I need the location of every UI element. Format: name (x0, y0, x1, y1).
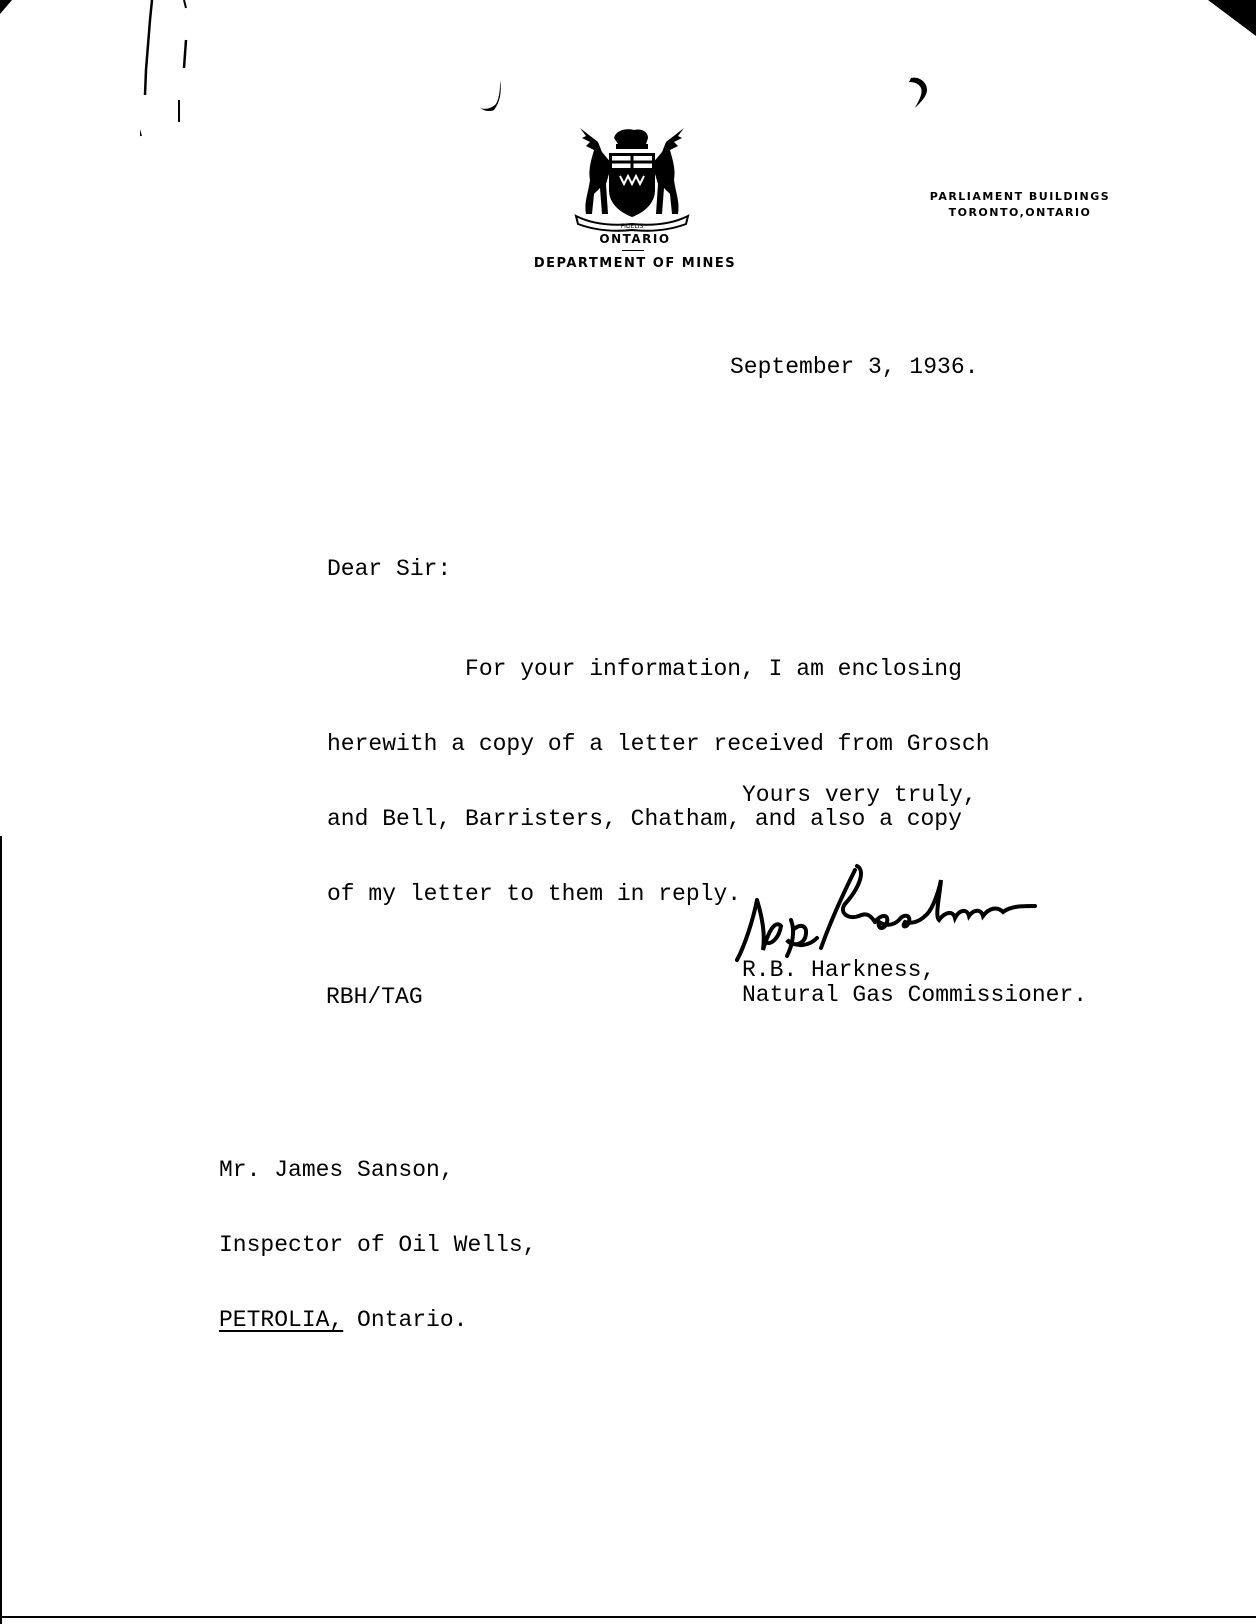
letterhead-department: DEPARTMENT OF MINES (533, 256, 737, 271)
recipient-city: PETROLIA, (219, 1307, 344, 1333)
recipient-line-2: Inspector of Oil Wells, (219, 1232, 537, 1258)
body-line: For your information, I am enclosing (327, 656, 962, 682)
corner-mark-top-right (1208, 0, 1256, 36)
corner-mark-top-left (0, 0, 12, 14)
fold-mark-right (905, 74, 937, 114)
recipient-line-1: Mr. James Sanson, (219, 1157, 454, 1183)
scan-edge-left (0, 836, 2, 1624)
address-line-2: TORONTO,ONTARIO (948, 206, 1092, 219)
scan-edge-bottom (0, 1616, 1256, 1618)
letterhead-rule (622, 250, 644, 251)
handwritten-signature (735, 860, 1075, 970)
fold-mark-left (478, 78, 518, 123)
ontario-coat-of-arms (572, 124, 692, 234)
letterhead-province: ONTARIO (599, 232, 671, 246)
body-line: herewith a copy of a letter received from Grosch (327, 731, 990, 757)
address-line-1: PARLIAMENT BUILDINGS (929, 190, 1111, 203)
letter-closing: Yours very truly, (742, 782, 977, 808)
crest-motto: FIDELIS (620, 223, 644, 230)
recipient-province: Ontario. (343, 1307, 468, 1333)
letterhead-address (900, 189, 1140, 221)
letter-date: September 3, 1936. (730, 354, 979, 380)
body-line: of my letter to them in reply. (327, 881, 742, 907)
body-line: and Bell, Barristers, Chatham, and also a copy (327, 806, 962, 832)
signer-title: Natural Gas Commissioner. (742, 982, 1088, 1008)
letter-salutation: Dear Sir: (327, 556, 452, 582)
staple-marks (140, 0, 200, 140)
reference-initials: RBH/TAG (326, 984, 423, 1010)
signer-name: R.B. Harkness, (742, 957, 936, 983)
recipient-line-3 (219, 1308, 536, 1333)
recipient-address (219, 1108, 536, 1383)
